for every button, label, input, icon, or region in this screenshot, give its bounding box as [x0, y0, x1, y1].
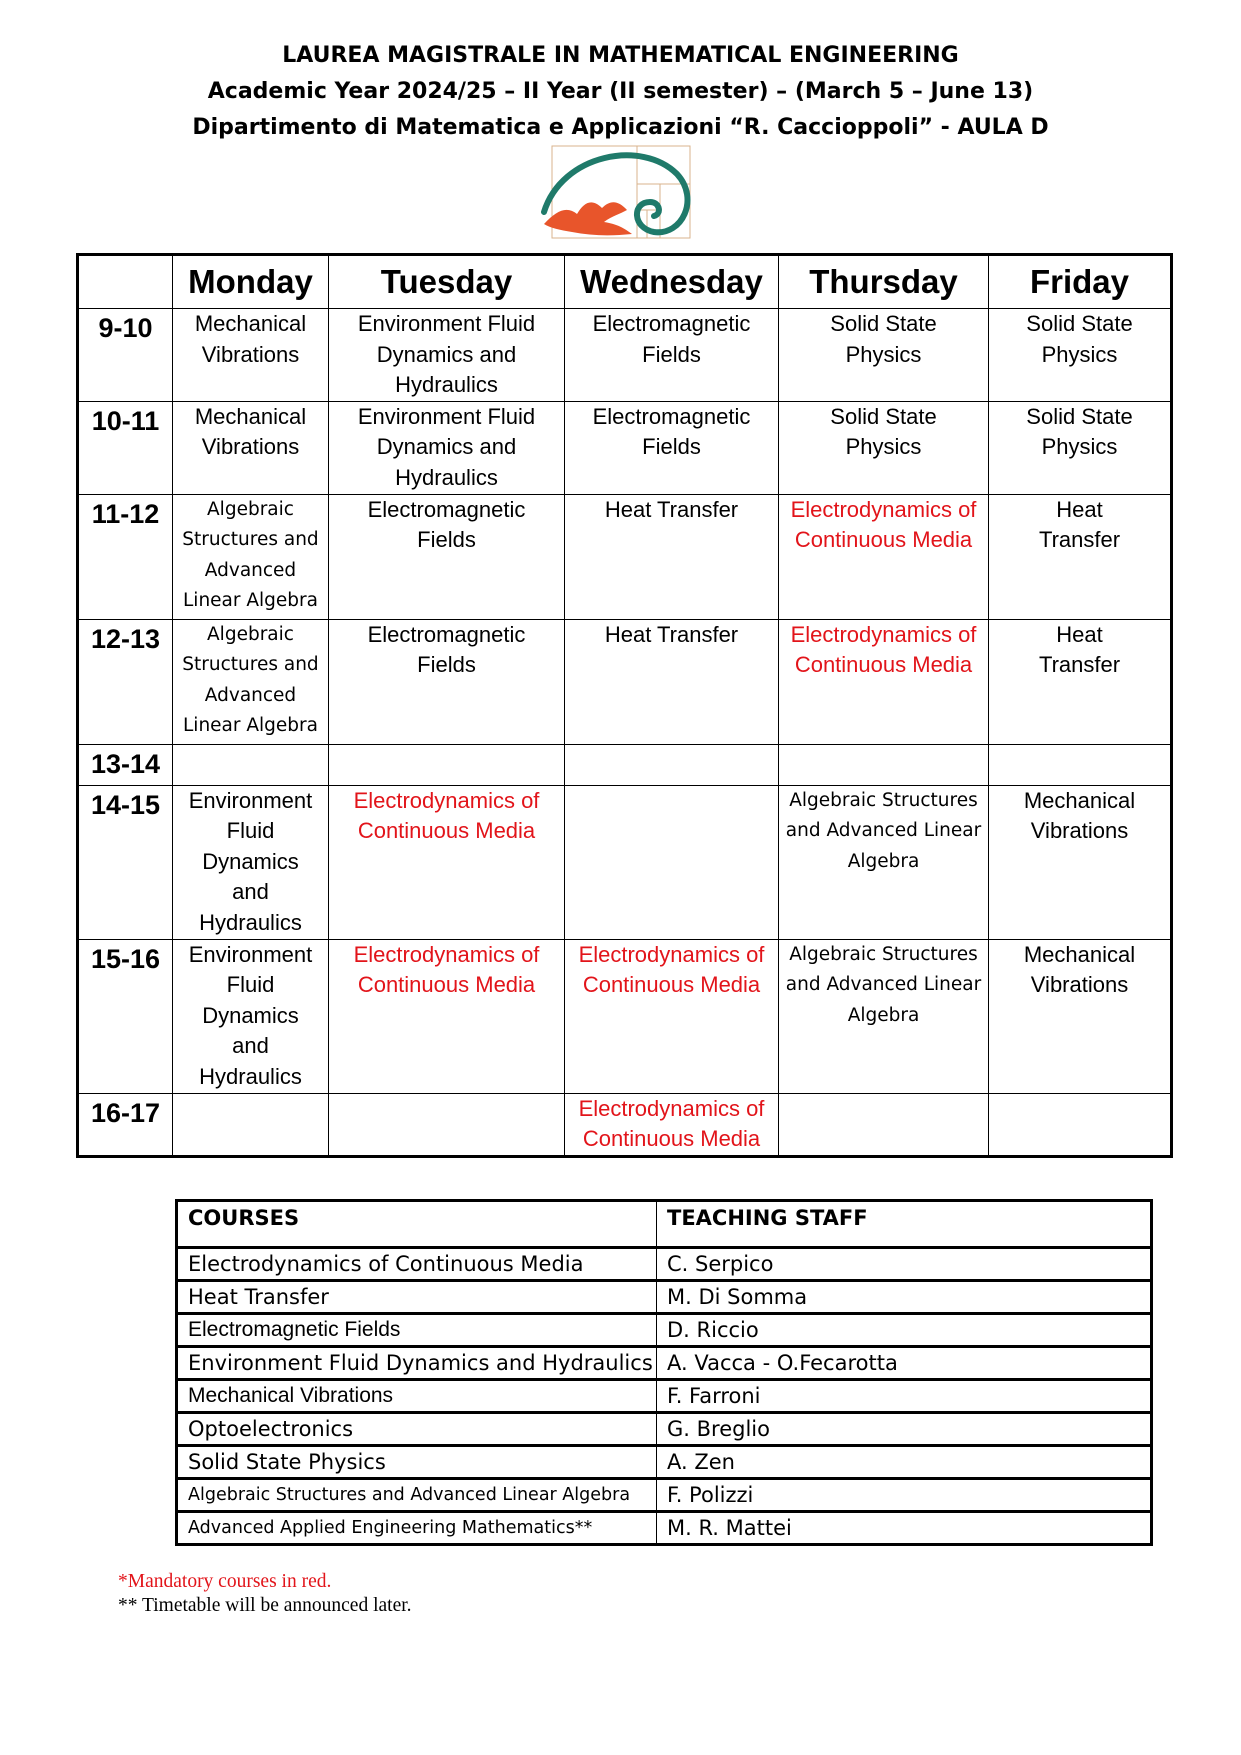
course-text-line: Electrodynamics of: [578, 1095, 765, 1121]
course-text-line: Linear Algebra: [183, 590, 318, 611]
empty-cell: [779, 744, 989, 785]
course-cell: [565, 619, 779, 744]
course-text-line: Algebraic Structures: [789, 789, 978, 811]
time-slot: 14-15: [78, 785, 173, 939]
course-text-line: Algebraic: [207, 498, 294, 520]
day-header: Monday: [173, 255, 329, 309]
mandatory-course-cell: [565, 1093, 779, 1156]
courses-header-row: [177, 1201, 1152, 1248]
teaching-staff: F. Polizzi: [657, 1479, 1152, 1512]
course-text-line: Continuous Media: [794, 527, 973, 552]
course-text-line: and Advanced Linear: [785, 820, 982, 841]
course-cell: [329, 309, 565, 402]
course-text-line: Dynamics: [202, 1002, 299, 1028]
course-text-line: Electrodynamics of: [790, 496, 977, 522]
timetable-row: [78, 401, 1172, 494]
timetable-row: [78, 494, 1172, 619]
course-text-line: Fields: [417, 652, 476, 677]
empty-cell: [173, 744, 329, 785]
empty-cell: [329, 744, 565, 785]
course-row: [177, 1446, 1152, 1479]
timetable-row: [78, 744, 1172, 785]
course-cell: [989, 309, 1172, 402]
course-cell: [329, 494, 565, 619]
footnotes: [118, 1570, 412, 1618]
course-text-line: Vibrations: [201, 434, 300, 459]
course-text-line: Electrodynamics of: [578, 941, 765, 967]
timetable-header-row: [78, 255, 1172, 309]
course-text-line: Electromagnetic: [592, 311, 751, 336]
mandatory-course-cell: [329, 785, 565, 939]
course-text-line: Vibrations: [201, 341, 300, 367]
course-text-line: Solid State: [830, 311, 937, 336]
empty-cell: [989, 744, 1172, 785]
course-cell: [779, 785, 989, 939]
course-text-line: Continuous Media: [582, 972, 761, 997]
course-text-line: Hydraulics: [199, 909, 302, 935]
teaching-staff: M. Di Somma: [657, 1281, 1152, 1314]
courses-staff-table: [175, 1199, 1153, 1546]
teaching-staff: A. Zen: [657, 1446, 1152, 1479]
course-text-line: and: [232, 1033, 269, 1058]
teaching-staff: G. Breglio: [657, 1413, 1152, 1446]
department-room: Dipartimento di Matematica e Applicazioni “R. Caccioppoli” - AULA D: [192, 115, 1049, 140]
teaching-staff: C. Serpico: [657, 1248, 1152, 1281]
mandatory-course-cell: [779, 494, 989, 619]
course-text-line: Heat Transfer: [604, 496, 739, 522]
course-text-line: Solid State: [830, 403, 937, 429]
course-text-line: Electromagnetic: [367, 496, 526, 522]
course-cell: [173, 494, 329, 619]
course-cell: [989, 401, 1172, 494]
course-text-line: Environment Fluid: [357, 311, 536, 336]
course-text-line: Environment Fluid: [357, 403, 536, 429]
course-text-line: Mechanical: [1023, 787, 1136, 813]
teaching-staff: M. R. Mattei: [657, 1512, 1152, 1545]
course-cell: [779, 939, 989, 1093]
course-row: [177, 1281, 1152, 1314]
course-text-line: Electrodynamics of: [353, 787, 540, 813]
course-text-line: Continuous Media: [357, 972, 536, 997]
time-slot: 15-16: [78, 939, 173, 1093]
course-text-line: Mechanical: [194, 311, 307, 336]
corner-cell: [78, 255, 173, 309]
course-text-line: Electromagnetic: [592, 403, 751, 429]
mandatory-course-cell: [779, 619, 989, 744]
empty-cell: [779, 1093, 989, 1156]
course-text-line: Fields: [642, 341, 701, 367]
course-row: [177, 1512, 1152, 1545]
course-text-line: and Advanced Linear: [785, 974, 982, 995]
day-header: Thursday: [779, 255, 989, 309]
course-cell: [173, 785, 329, 939]
timetable-note: ** Timetable will be announced later.: [118, 1595, 412, 1616]
course-text-line: Hydraulics: [395, 372, 498, 397]
staff-column-header: TEACHING STAFF: [657, 1201, 1152, 1248]
course-name: Electromagnetic Fields: [177, 1314, 657, 1347]
course-text-line: Solid State: [1026, 311, 1133, 336]
mandatory-course-cell: [329, 939, 565, 1093]
course-cell: [989, 939, 1172, 1093]
course-text-line: Algebra: [847, 850, 920, 872]
course-text-line: Physics: [1041, 341, 1118, 367]
course-text-line: Vibrations: [1030, 972, 1129, 997]
teaching-staff: A. Vacca - O.Fecarotta: [657, 1347, 1152, 1380]
timetable-row: [78, 1093, 1172, 1156]
teaching-staff: D. Riccio: [657, 1314, 1152, 1347]
empty-cell: [565, 785, 779, 939]
course-text-line: Transfer: [1038, 527, 1121, 552]
empty-cell: [989, 1093, 1172, 1156]
course-text-line: Mechanical: [1023, 941, 1136, 967]
mandatory-course-cell: [565, 939, 779, 1093]
course-text-line: Advanced: [204, 559, 297, 581]
course-name: Algebraic Structures and Advanced Linear Algebra: [177, 1479, 657, 1512]
course-name: Heat Transfer: [177, 1281, 657, 1314]
course-cell: [173, 619, 329, 744]
empty-cell: [329, 1093, 565, 1156]
day-header: Friday: [989, 255, 1172, 309]
empty-cell: [173, 1093, 329, 1156]
academic-year: Academic Year 2024/25 – II Year (II semester) – (March 5 – June 13): [207, 79, 1034, 104]
course-row: [177, 1248, 1152, 1281]
timetable-row: [78, 785, 1172, 939]
course-text-line: Hydraulics: [395, 464, 498, 490]
course-row: [177, 1347, 1152, 1380]
course-text-line: Electromagnetic: [367, 621, 526, 647]
course-text-line: Dynamics and: [376, 434, 517, 459]
course-text-line: Mechanical: [194, 403, 307, 429]
course-cell: [173, 309, 329, 402]
course-text-line: Algebra: [847, 1004, 920, 1026]
degree-title: LAUREA MAGISTRALE IN MATHEMATICAL ENGINEERING: [282, 43, 959, 68]
course-cell: [989, 619, 1172, 744]
course-text-line: Algebraic Structures: [789, 943, 978, 965]
course-cell: [779, 309, 989, 402]
course-text-line: Physics: [1041, 434, 1118, 459]
page-header: [0, 38, 1241, 146]
empty-cell: [565, 744, 779, 785]
teaching-staff: F. Farroni: [657, 1380, 1152, 1413]
course-name: Environment Fluid Dynamics and Hydraulics: [177, 1347, 657, 1380]
timetable-row: [78, 619, 1172, 744]
course-text-line: Fields: [642, 434, 701, 459]
course-text-line: Hydraulics: [199, 1063, 302, 1089]
course-text-line: Algebraic: [207, 623, 294, 645]
time-slot: 10-11: [78, 401, 173, 494]
course-name: Advanced Applied Engineering Mathematics**: [177, 1512, 657, 1545]
day-header: Wednesday: [565, 255, 779, 309]
course-text-line: Fluid: [226, 818, 275, 843]
course-text-line: Continuous Media: [357, 818, 536, 843]
course-text-line: Fluid: [226, 972, 275, 997]
course-cell: [565, 401, 779, 494]
course-text-line: and: [232, 879, 269, 904]
course-text-line: Heat Transfer: [604, 621, 739, 647]
course-name: Electrodynamics of Continuous Media: [177, 1248, 657, 1281]
course-row: [177, 1380, 1152, 1413]
timetable-row: [78, 309, 1172, 402]
course-text-line: Solid State: [1026, 403, 1133, 429]
course-cell: [989, 494, 1172, 619]
course-cell: [565, 309, 779, 402]
course-name: Solid State Physics: [177, 1446, 657, 1479]
course-row: [177, 1314, 1152, 1347]
course-cell: [173, 401, 329, 494]
course-cell: [779, 401, 989, 494]
course-text-line: Physics: [845, 341, 922, 367]
course-text-line: Electrodynamics of: [353, 941, 540, 967]
course-text-line: Dynamics and: [376, 341, 517, 367]
course-text-line: Environment: [188, 941, 313, 967]
time-slot: 16-17: [78, 1093, 173, 1156]
course-text-line: Linear Algebra: [183, 715, 318, 736]
time-slot: 11-12: [78, 494, 173, 619]
course-text-line: Continuous Media: [582, 1126, 761, 1151]
mandatory-note: *Mandatory courses in red.: [118, 1571, 332, 1592]
time-slot: 13-14: [78, 744, 173, 785]
course-text-line: Physics: [845, 434, 922, 459]
course-cell: [565, 494, 779, 619]
course-cell: [329, 619, 565, 744]
course-text-line: Heat: [1056, 621, 1103, 647]
course-name: Mechanical Vibrations: [177, 1380, 657, 1413]
course-row: [177, 1479, 1152, 1512]
course-text-line: Vibrations: [1030, 818, 1129, 843]
course-cell: [173, 939, 329, 1093]
course-cell: [329, 401, 565, 494]
courses-column-header: COURSES: [177, 1201, 657, 1248]
course-text-line: Continuous Media: [794, 652, 973, 677]
day-header: Tuesday: [329, 255, 565, 309]
course-text-line: Structures and: [182, 654, 319, 675]
course-row: [177, 1413, 1152, 1446]
course-text-line: Structures and: [182, 529, 319, 550]
course-name: Optoelectronics: [177, 1413, 657, 1446]
course-text-line: Fields: [417, 527, 476, 552]
course-cell: [989, 785, 1172, 939]
time-slot: 12-13: [78, 619, 173, 744]
timetable-row: [78, 939, 1172, 1093]
weekly-timetable: [76, 253, 1173, 1158]
course-text-line: Transfer: [1038, 652, 1121, 677]
course-text-line: Heat: [1056, 496, 1103, 522]
course-text-line: Advanced: [204, 684, 297, 706]
course-text-line: Electrodynamics of: [790, 621, 977, 647]
time-slot: 9-10: [78, 309, 173, 402]
department-logo: [532, 144, 692, 242]
course-text-line: Environment: [188, 787, 313, 813]
course-text-line: Dynamics: [202, 848, 299, 874]
